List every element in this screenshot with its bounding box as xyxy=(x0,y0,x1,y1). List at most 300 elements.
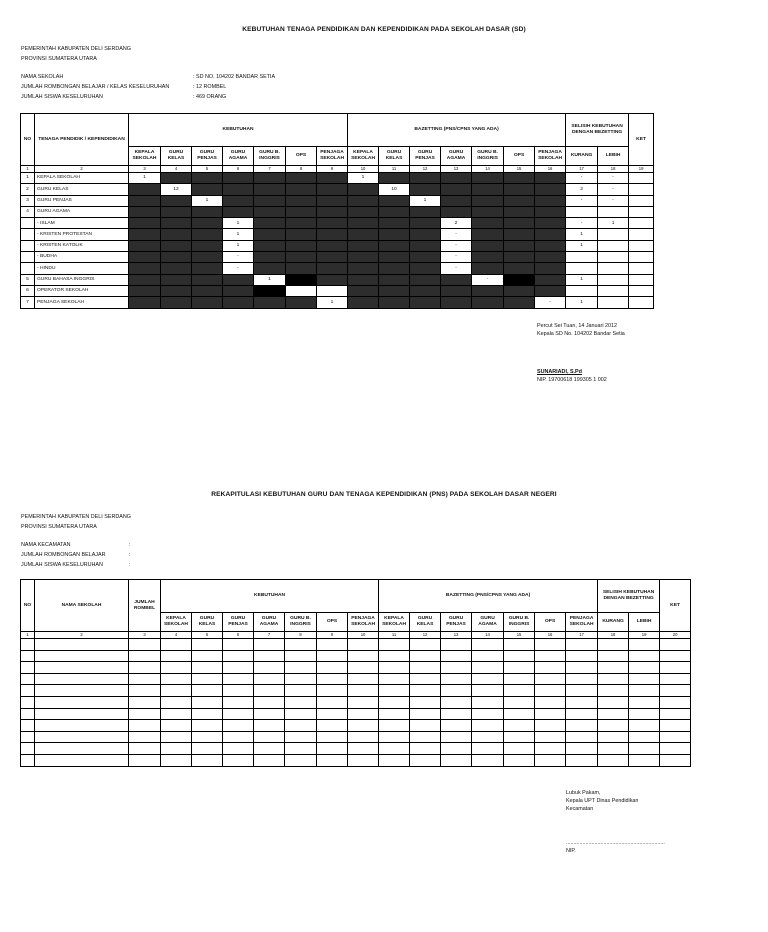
kebutuhan-value xyxy=(192,184,223,195)
row-no xyxy=(21,263,35,274)
doc1-signature-block xyxy=(537,322,625,384)
empty-cell xyxy=(598,754,629,766)
empty-cell xyxy=(21,743,35,755)
column-number: 10 xyxy=(348,166,379,173)
header-row xyxy=(21,114,654,147)
empty-cell xyxy=(598,662,629,674)
bazetting-value xyxy=(410,229,441,240)
empty-cell xyxy=(441,685,472,697)
kebutuhan-value xyxy=(286,285,317,296)
kebutuhan-value xyxy=(129,252,161,263)
kurang-value xyxy=(566,263,598,274)
bazetting-value xyxy=(410,184,441,195)
header-ket: KET xyxy=(660,580,691,632)
doc1-info-label: NAMA SEKOLAH xyxy=(21,74,64,80)
ket-value xyxy=(629,218,654,229)
empty-cell xyxy=(21,720,35,732)
empty-cell xyxy=(129,662,161,674)
empty-cell xyxy=(254,639,285,651)
empty-cell xyxy=(21,673,35,685)
empty-cell xyxy=(566,650,598,662)
kebutuhan-value xyxy=(161,297,192,308)
empty-cell xyxy=(660,696,691,708)
empty-cell xyxy=(254,754,285,766)
empty-cell xyxy=(129,650,161,662)
kebutuhan-value xyxy=(317,218,348,229)
bazetting-value xyxy=(535,218,566,229)
empty-cell xyxy=(660,685,691,697)
kebutuhan-value xyxy=(286,173,317,184)
bazetting-value xyxy=(504,297,535,308)
table-row xyxy=(21,184,654,195)
empty-cell xyxy=(472,720,504,732)
empty-cell xyxy=(472,650,504,662)
bazetting-value xyxy=(472,297,504,308)
column-number: 20 xyxy=(660,632,691,639)
column-number: 6 xyxy=(223,632,254,639)
doc1-gov-line-1: PEMERINTAH KABUPATEN DELI SERDANG xyxy=(21,46,131,52)
kebutuhan-value xyxy=(286,229,317,240)
header-kurang: KURANG xyxy=(598,613,629,632)
table-row xyxy=(21,274,654,285)
kebutuhan-value: - xyxy=(223,252,254,263)
bazetting-value xyxy=(410,206,441,217)
header-lebih: LEBIH xyxy=(629,613,660,632)
empty-cell xyxy=(223,720,254,732)
lebih-value xyxy=(598,229,629,240)
kebutuhan-value xyxy=(286,240,317,251)
bazetting-value xyxy=(348,297,379,308)
kebutuhan-value xyxy=(254,195,286,206)
kebutuhan-value xyxy=(161,218,192,229)
empty-cell xyxy=(285,685,317,697)
doc2-title: REKAPITULASI KEBUTUHAN GURU DAN TENAGA KEPENDIDIKAN (PNS) PADA SEKOLAH DASAR NEGERI xyxy=(211,491,557,498)
subheader-cell: PENJAGA SEKOLAH xyxy=(566,613,598,632)
empty-cell xyxy=(504,743,535,755)
doc2-info-label: JUMLAH ROMBONGAN BELAJAR xyxy=(21,552,106,558)
empty-cell xyxy=(629,650,660,662)
empty-cell xyxy=(379,743,410,755)
empty-cell xyxy=(410,685,441,697)
row-name: PENJAGA SEKOLAH xyxy=(35,297,129,308)
ket-value xyxy=(629,240,654,251)
empty-cell xyxy=(379,662,410,674)
empty-cell xyxy=(161,650,192,662)
empty-cell xyxy=(129,696,161,708)
empty-cell xyxy=(379,731,410,743)
empty-cell xyxy=(629,708,660,720)
bazetting-value xyxy=(504,285,535,296)
empty-cell xyxy=(254,662,285,674)
bazetting-value xyxy=(504,274,535,285)
kurang-value xyxy=(566,206,598,217)
empty-cell xyxy=(348,662,379,674)
row-name: GURU BAHASA INGGRIS xyxy=(35,274,129,285)
empty-cell xyxy=(660,754,691,766)
empty-cell xyxy=(566,720,598,732)
bazetting-value: - xyxy=(441,229,472,240)
empty-cell xyxy=(441,662,472,674)
empty-cell xyxy=(254,685,285,697)
bazetting-value xyxy=(410,218,441,229)
empty-cell xyxy=(223,639,254,651)
row-no: 1 xyxy=(21,173,35,184)
bazetting-value xyxy=(441,274,472,285)
row-no xyxy=(21,240,35,251)
ket-value xyxy=(629,206,654,217)
column-number: 2 xyxy=(35,632,129,639)
empty-cell xyxy=(223,696,254,708)
empty-cell xyxy=(285,754,317,766)
empty-cell xyxy=(223,743,254,755)
empty-cell xyxy=(441,708,472,720)
header-kurang: KURANG xyxy=(566,147,598,166)
subheader-cell: KEPALA SEKOLAH xyxy=(379,613,410,632)
column-number: 8 xyxy=(285,632,317,639)
kebutuhan-value xyxy=(254,184,286,195)
empty-cell xyxy=(379,696,410,708)
doc2-gov-line-1: PEMERINTAH KABUPATEN DELI SERDANG xyxy=(21,514,131,520)
bazetting-value xyxy=(379,229,410,240)
empty-cell xyxy=(285,639,317,651)
subheader-cell: KEPALA SEKOLAH xyxy=(161,613,192,632)
bazetting-value xyxy=(441,285,472,296)
empty-cell xyxy=(535,696,566,708)
empty-cell xyxy=(535,662,566,674)
kebutuhan-value xyxy=(317,206,348,217)
empty-cell xyxy=(348,731,379,743)
header-selisih: SELISIH KEBUTUHAN DENGAN BEZETTING xyxy=(566,114,629,147)
empty-cell xyxy=(317,673,348,685)
kebutuhan-value: 1 xyxy=(129,173,161,184)
empty-cell xyxy=(21,754,35,766)
bazetting-value xyxy=(535,173,566,184)
kebutuhan-value xyxy=(192,173,223,184)
empty-cell xyxy=(285,720,317,732)
empty-cell xyxy=(566,662,598,674)
empty-cell xyxy=(129,754,161,766)
column-number: 15 xyxy=(504,166,535,173)
empty-cell xyxy=(410,754,441,766)
row-name: GURU PENJAS xyxy=(35,195,129,206)
bazetting-value xyxy=(535,184,566,195)
kurang-value: 1 xyxy=(566,240,598,251)
empty-cell xyxy=(348,720,379,732)
kebutuhan-value xyxy=(129,195,161,206)
table-row xyxy=(21,754,691,766)
empty-cell xyxy=(660,662,691,674)
subheader-cell: OPS xyxy=(535,613,566,632)
empty-cell xyxy=(348,708,379,720)
kebutuhan-value xyxy=(129,206,161,217)
empty-cell xyxy=(379,650,410,662)
empty-cell xyxy=(317,696,348,708)
column-number: 13 xyxy=(441,632,472,639)
lebih-value: 1 xyxy=(598,218,629,229)
bazetting-value: - xyxy=(472,274,504,285)
row-no: 4 xyxy=(21,206,35,217)
empty-cell xyxy=(223,708,254,720)
empty-cell xyxy=(598,731,629,743)
table-row xyxy=(21,195,654,206)
row-name: - KRISTEN KATOLIK xyxy=(35,240,129,251)
empty-cell xyxy=(317,743,348,755)
kebutuhan-value xyxy=(286,252,317,263)
kebutuhan-value xyxy=(286,195,317,206)
table-row xyxy=(21,662,691,674)
table-row xyxy=(21,673,691,685)
empty-cell xyxy=(629,743,660,755)
empty-cell xyxy=(21,650,35,662)
subheader-cell: GURU B. INGGRIS xyxy=(504,613,535,632)
empty-cell xyxy=(566,685,598,697)
table-row xyxy=(21,173,654,184)
empty-cell xyxy=(348,696,379,708)
table-row xyxy=(21,252,654,263)
bazetting-value xyxy=(504,206,535,217)
ket-value xyxy=(629,274,654,285)
empty-cell xyxy=(161,696,192,708)
empty-cell xyxy=(504,708,535,720)
bazetting-value: 1 xyxy=(348,173,379,184)
kurang-value: 1 xyxy=(566,229,598,240)
empty-cell xyxy=(660,743,691,755)
bazetting-value xyxy=(472,229,504,240)
empty-cell xyxy=(223,650,254,662)
ket-value xyxy=(629,252,654,263)
lebih-value xyxy=(598,297,629,308)
header-nama-sekolah: NAMA SEKOLAH xyxy=(35,580,129,632)
kebutuhan-value: 1 xyxy=(223,229,254,240)
kebutuhan-value xyxy=(254,240,286,251)
subheader-cell: PENJAGA SEKOLAH xyxy=(317,147,348,166)
kebutuhan-value xyxy=(223,173,254,184)
kebutuhan-value xyxy=(192,229,223,240)
empty-cell xyxy=(192,685,223,697)
subheader-cell: GURU PENJAS xyxy=(441,613,472,632)
lebih-value xyxy=(598,274,629,285)
row-no xyxy=(21,252,35,263)
kebutuhan-value xyxy=(254,229,286,240)
kebutuhan-value xyxy=(161,173,192,184)
subheader-cell: GURU KELAS xyxy=(161,147,192,166)
kebutuhan-value xyxy=(286,218,317,229)
subheader-cell: PENJAGA SEKOLAH xyxy=(348,613,379,632)
bazetting-value xyxy=(535,229,566,240)
empty-cell xyxy=(223,673,254,685)
subheader-cell: GURU PENJAS xyxy=(192,147,223,166)
empty-cell xyxy=(35,708,129,720)
doc1-gov-line-2: PROVINSI SUMATERA UTARA xyxy=(21,56,97,62)
empty-cell xyxy=(379,673,410,685)
subheader-cell: GURU PENJAS xyxy=(223,613,254,632)
kebutuhan-value xyxy=(129,184,161,195)
empty-cell xyxy=(161,708,192,720)
kurang-value xyxy=(566,285,598,296)
table-row xyxy=(21,229,654,240)
empty-cell xyxy=(379,720,410,732)
doc2-info-value: : xyxy=(129,552,131,558)
kebutuhan-value xyxy=(317,195,348,206)
column-number: 16 xyxy=(535,166,566,173)
subheader-cell: GURU B. INGGRIS xyxy=(472,147,504,166)
lebih-value: - xyxy=(598,184,629,195)
empty-cell xyxy=(161,743,192,755)
column-number: 3 xyxy=(129,632,161,639)
empty-cell xyxy=(566,696,598,708)
empty-cell xyxy=(223,754,254,766)
empty-cell xyxy=(129,685,161,697)
empty-cell xyxy=(410,650,441,662)
empty-cell xyxy=(535,650,566,662)
bazetting-value xyxy=(535,274,566,285)
kebutuhan-value xyxy=(223,195,254,206)
kurang-value: - xyxy=(566,218,598,229)
empty-cell xyxy=(472,708,504,720)
empty-cell xyxy=(285,696,317,708)
column-number: 7 xyxy=(254,166,286,173)
kebutuhan-value: - xyxy=(223,263,254,274)
header-kebutuhan: KEBUTUHAN xyxy=(129,114,348,147)
column-number: 19 xyxy=(629,166,654,173)
doc2-info-label: NAMA KECAMATAN xyxy=(21,542,71,548)
lebih-value: - xyxy=(598,173,629,184)
subheader-cell: PENJAGA SEKOLAH xyxy=(535,147,566,166)
kebutuhan-value xyxy=(192,274,223,285)
doc2-gov-line-2: PROVINSI SUMATERA UTARA xyxy=(21,524,97,530)
empty-cell xyxy=(35,720,129,732)
column-number-row xyxy=(21,166,654,173)
doc2-info-value: : xyxy=(129,542,131,548)
bazetting-value xyxy=(348,240,379,251)
row-name: KEPALA SEKOLAH xyxy=(35,173,129,184)
empty-cell xyxy=(192,731,223,743)
kebutuhan-value xyxy=(129,263,161,274)
column-number: 12 xyxy=(410,166,441,173)
subheader-cell: KEPALA SEKOLAH xyxy=(348,147,379,166)
doc1-needs-table xyxy=(20,113,654,309)
bazetting-value xyxy=(441,195,472,206)
column-number-row xyxy=(21,632,691,639)
empty-cell xyxy=(21,639,35,651)
column-number: 17 xyxy=(566,166,598,173)
bazetting-value xyxy=(504,195,535,206)
doc1-sign-name: SUNARIADI, S.Pd xyxy=(537,369,582,375)
kebutuhan-value xyxy=(161,229,192,240)
kurang-value: 1 xyxy=(566,274,598,285)
empty-cell xyxy=(472,731,504,743)
header-ket: KET xyxy=(629,114,654,166)
kebutuhan-value xyxy=(161,252,192,263)
doc1-info-value: : 469 ORANG xyxy=(193,94,227,100)
doc2-recap-table xyxy=(20,579,691,767)
empty-cell xyxy=(504,673,535,685)
kebutuhan-value: 1 xyxy=(223,218,254,229)
doc2-info-value: : xyxy=(129,562,131,568)
empty-cell xyxy=(629,696,660,708)
subheader-cell: OPS xyxy=(317,613,348,632)
kebutuhan-value xyxy=(223,285,254,296)
empty-cell xyxy=(441,754,472,766)
kebutuhan-value xyxy=(254,285,286,296)
empty-cell xyxy=(348,685,379,697)
bazetting-value xyxy=(410,252,441,263)
doc2-sign-nip: NIP. xyxy=(566,848,576,854)
empty-cell xyxy=(223,731,254,743)
empty-cell xyxy=(317,731,348,743)
bazetting-value xyxy=(348,195,379,206)
header-selisih: SELISIH KEBUTUHAN DENGAN BEZETTING xyxy=(598,580,660,613)
bazetting-value xyxy=(504,218,535,229)
kebutuhan-value: 1 xyxy=(223,240,254,251)
column-number: 15 xyxy=(504,632,535,639)
empty-cell xyxy=(629,731,660,743)
column-number: 8 xyxy=(286,166,317,173)
empty-cell xyxy=(129,720,161,732)
empty-cell xyxy=(21,685,35,697)
column-number: 16 xyxy=(535,632,566,639)
empty-cell xyxy=(285,743,317,755)
bazetting-value xyxy=(410,240,441,251)
empty-cell xyxy=(660,650,691,662)
bazetting-value xyxy=(410,297,441,308)
empty-cell xyxy=(161,662,192,674)
empty-cell xyxy=(472,639,504,651)
bazetting-value xyxy=(472,184,504,195)
empty-cell xyxy=(35,662,129,674)
header-lebih: LEBIH xyxy=(598,147,629,166)
kebutuhan-value xyxy=(254,263,286,274)
empty-cell xyxy=(35,754,129,766)
bazetting-value xyxy=(504,229,535,240)
empty-cell xyxy=(285,731,317,743)
column-number: 5 xyxy=(192,632,223,639)
bazetting-value: - xyxy=(441,252,472,263)
empty-cell xyxy=(660,708,691,720)
bazetting-value xyxy=(379,195,410,206)
subheader-cell: KEPALA SEKOLAH xyxy=(129,147,161,166)
empty-cell xyxy=(441,650,472,662)
row-name: - BUDHA xyxy=(35,252,129,263)
table-row xyxy=(21,206,654,217)
doc2-sign-position-1: Kepala UPT Dinas Pendidikan xyxy=(566,798,639,804)
kebutuhan-value: 1 xyxy=(317,297,348,308)
bazetting-value xyxy=(472,285,504,296)
bazetting-value xyxy=(472,173,504,184)
empty-cell xyxy=(35,650,129,662)
doc1-info-value: : SD NO. 104202 BANDAR SETIA xyxy=(193,74,276,80)
kurang-value xyxy=(566,252,598,263)
kebutuhan-value xyxy=(223,274,254,285)
table-row xyxy=(21,285,654,296)
empty-cell xyxy=(161,685,192,697)
empty-cell xyxy=(598,743,629,755)
empty-cell xyxy=(441,720,472,732)
empty-cell xyxy=(254,673,285,685)
empty-cell xyxy=(535,685,566,697)
column-number: 18 xyxy=(598,166,629,173)
bazetting-value: - xyxy=(535,297,566,308)
kebutuhan-value xyxy=(192,297,223,308)
bazetting-value xyxy=(410,274,441,285)
empty-cell xyxy=(192,673,223,685)
empty-cell xyxy=(566,743,598,755)
subheader-cell: GURU B. INGGRIS xyxy=(285,613,317,632)
kebutuhan-value xyxy=(129,274,161,285)
ket-value xyxy=(629,229,654,240)
bazetting-value xyxy=(504,184,535,195)
kebutuhan-value xyxy=(317,240,348,251)
